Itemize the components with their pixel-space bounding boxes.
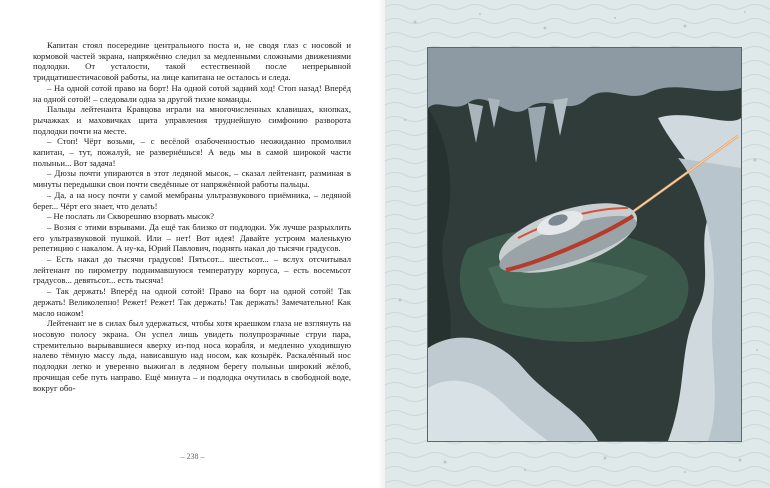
paragraph: – Есть накал до тысячи градусов! Пятьсот... шестьсот... – вслух отсчитывал лейтенант по пирометру поднимавшуюся температуру корпуса, – есть восемьсот градусов... девятьсот... есть тысяча! [33, 254, 351, 286]
paragraph: – На одной сотой право на борт! На одной сотой задний ход! Стоп назад! Вперёд на одной сотой! – следовали одна за другой тихие команды. [33, 82, 351, 104]
right-page [385, 0, 770, 488]
paragraph: – Да, а на носу почти у самой мембраны ультразвукового приёмника, – ледяной берег... Чёрт его знает, что делать! [33, 189, 351, 211]
illustration [427, 47, 742, 442]
page-number: – 238 – [180, 452, 205, 461]
paragraph: – Не послать ли Скворешню взорвать мысок? [47, 211, 215, 222]
paragraph: Пальцы лейтенанта Кравцова играли на многочисленных клавишах, кнопках, рычажках и маховичках щита управления труднейшую симфонию разворота подлодки почти на месте. [33, 104, 351, 136]
paragraph: – Возня с этими взрывами. Да ещё так близко от подлодки. Уж лучше разрыхлить его ультразвуковой пушкой. Или – нет! Вот идея! Давайте устроим маленькую репетицию с накалом. А ну-ка, Юрий Павлович, поднять накал до тысячи градусов. [33, 221, 351, 254]
paragraph: – Стоп! Чёрт возьми, – с весёлой озабоченностью неожиданно промолвил капитан, – тут, пожалуй, не развернёшься! А ведь мы в самой широкой части полыньи... Вот задача! [33, 136, 351, 168]
body-text [33, 40, 351, 393]
paragraph: – Так держать! Вперёд на одной сотой! Право на борт на одной сотой! Так держать! Великолепно! Режет! Режет! Так держать! Так держать! Замечательно! Как масло ножом! [33, 286, 351, 318]
paragraph: Капитан стоял посередине центрального поста и, не сводя глаз с носовой и кормовой частей экрана, напряжённо следил за медленными сложными движениями подлодки. От усталости, такой естественной после непрерывной тридцатишестичасовой работы, на лице капитана не осталось и следа. [33, 40, 351, 83]
paragraph: – Дюзы почти упираются в этот ледяной мысок, – сказал лейтенант, разминая в минуты передышки свои почти сведённые от напряжённой работы пальцы. [33, 168, 351, 190]
ice-cave-submarine-picture [428, 48, 741, 441]
paragraph: Лейтенант не в силах был удержаться, чтобы хотя краешком глаза не взглянуть на носовую полосу экрана. Он успел лишь увидеть полупрозрачные струи пара, стремительно вырывавшиеся кверху из-под носа корабля, и медленно уходившую налево тёмную массу льда, нависавшую над носом, как козырёк. Раскалённый нос подлодки легко и уверенно выжигал в ледяном берегу полыньи широкий жёлоб, прочищая себе путь направо. Ещё минута – и подлодка очутилась в свободной воде, вокруг обо- [33, 318, 351, 393]
